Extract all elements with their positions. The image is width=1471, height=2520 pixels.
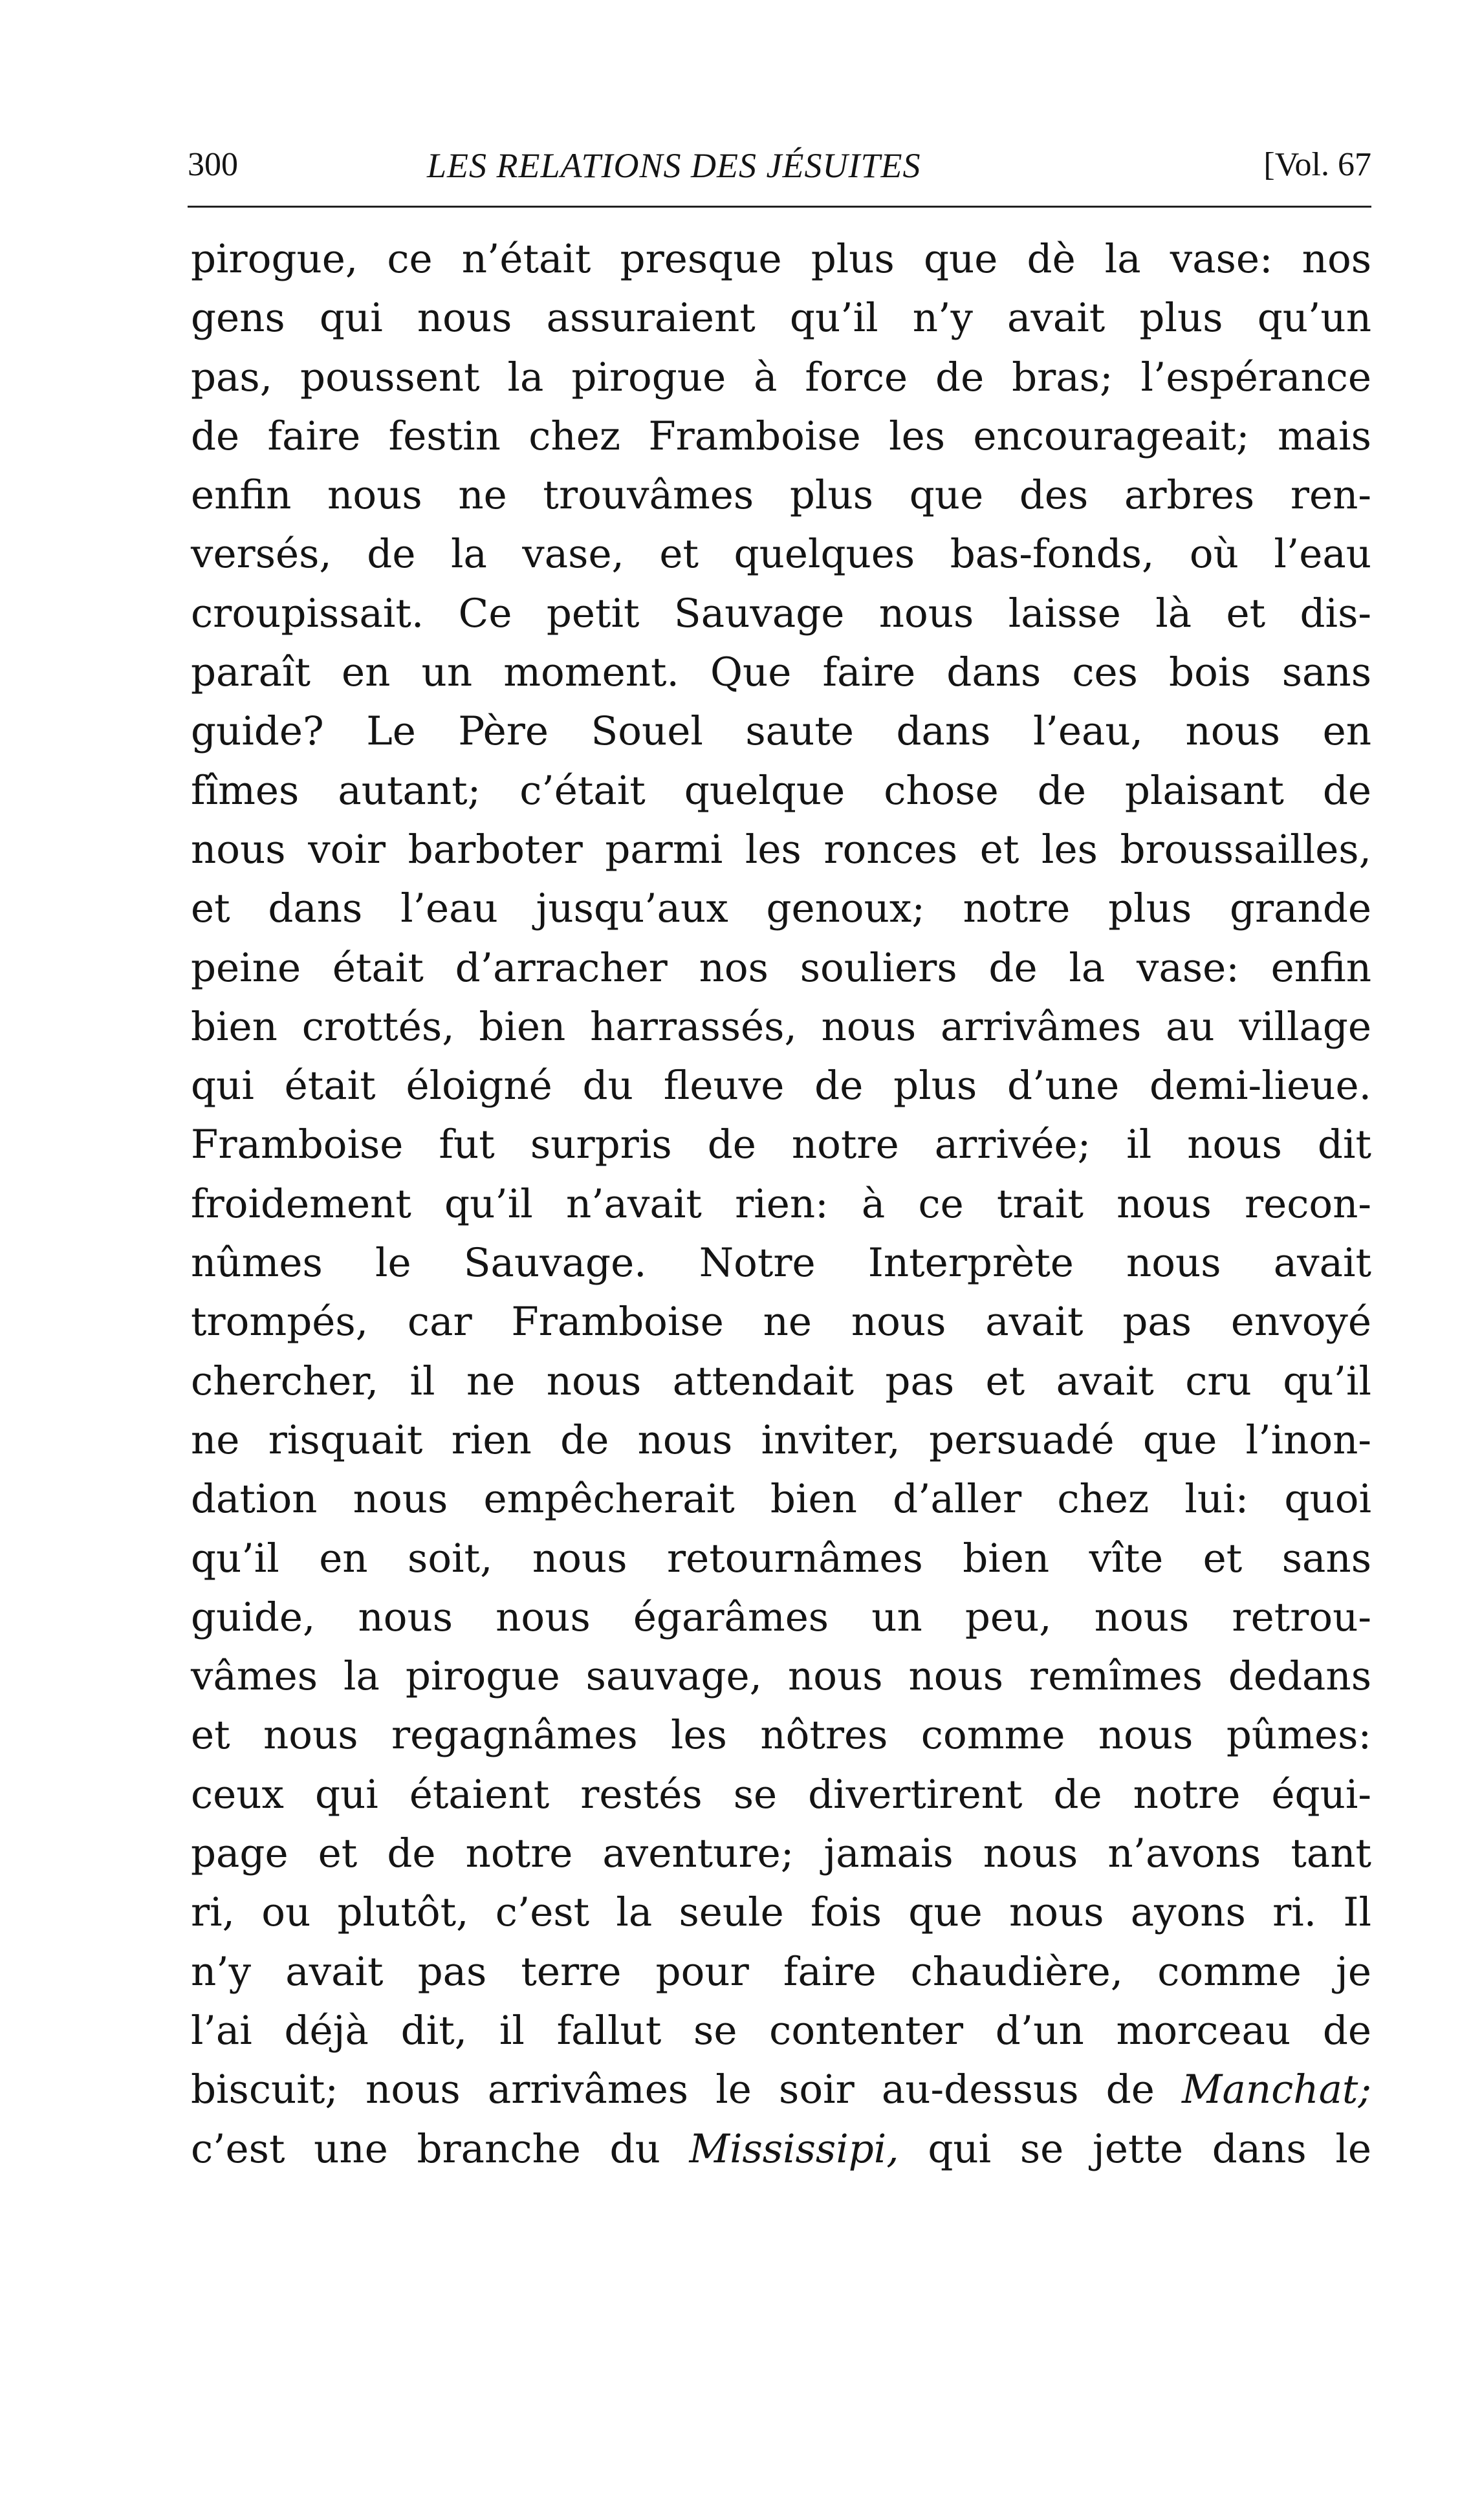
- volume-label: [Vol. 67: [1263, 146, 1371, 183]
- page-number: 300: [188, 146, 238, 183]
- text-line: peine était d’arracher nos souliers de la vase: enfin: [191, 944, 1371, 991]
- text-line: chercher, il ne nous attendait pas et avait cru qu’il: [191, 1358, 1371, 1404]
- text-line: enfin nous ne trouvâmes plus que des arbres ren-: [191, 472, 1371, 519]
- text-line: pirogue, ce n’était presque plus que dè la vase: nos: [191, 236, 1371, 282]
- text-segment: qui se jette dans le: [899, 2125, 1371, 2172]
- text-line: Framboise fut surpris de notre arrivée; il nous dit: [191, 1122, 1371, 1168]
- text-line: nous voir barboter parmi les ronces et les broussailles,: [191, 826, 1371, 873]
- text-line: n’y avait pas terre pour faire chaudière, comme je: [191, 1948, 1371, 1995]
- page-header: [188, 133, 1371, 191]
- text-line: et dans l’eau jusqu’aux genoux; notre plus grande: [191, 885, 1371, 932]
- text-line: et nous regagnâmes les nôtres comme nous pûmes:: [191, 1712, 1371, 1759]
- text-line-mississipi: [191, 2120, 1371, 2178]
- text-line: paraît en un moment. Que faire dans ces bois sans: [191, 649, 1371, 696]
- text-line: fîmes autant; c’était quelque chose de plaisant de: [191, 767, 1371, 814]
- text-line: ri, ou plutôt, c’est la seule fois que nous ayons ri. Il: [191, 1889, 1371, 1936]
- text-line: froidement qu’il n’avait rien: à ce trait nous recon-: [191, 1180, 1371, 1227]
- text-line: l’ai déjà dit, il fallut se contenter d’un morceau de: [191, 2007, 1371, 2054]
- body-text: [191, 230, 1371, 2178]
- place-name-mississipi: Mississipi,: [689, 2125, 899, 2172]
- text-line: dation nous empêcherait bien d’aller chez lui: quoi: [191, 1476, 1371, 1523]
- running-title: LES RELATIONS DES JÉSUITES: [427, 146, 921, 185]
- text-line: pas, poussent la pirogue à force de bras; l’espérance: [191, 354, 1371, 400]
- text-line: croupissait. Ce petit Sauvage nous laisse là et dis-: [191, 590, 1371, 636]
- text-line: guide, nous nous égarâmes un peu, nous retrou-: [191, 1594, 1371, 1640]
- text-line: gens qui nous assuraient qu’il n’y avait plus qu’un: [191, 295, 1371, 342]
- text-segment: c’est une branche du: [191, 2125, 690, 2172]
- text-line: page et de notre aventure; jamais nous n’avons tant: [191, 1830, 1371, 1877]
- text-segment: biscuit; nous arrivâmes le soir au-dessus de: [191, 2067, 1182, 2113]
- text-line: trompés, car Framboise ne nous avait pas envoyé: [191, 1299, 1371, 1345]
- text-line: ne risquait rien de nous inviter, persuadé que l’inon-: [191, 1417, 1371, 1463]
- text-line: guide? Le Père Souel saute dans l’eau, nous en: [191, 708, 1371, 755]
- text-line: bien crottés, bien harrassés, nous arrivâmes au village: [191, 1003, 1371, 1050]
- text-line: ceux qui étaient restés se divertirent de notre équi-: [191, 1771, 1371, 1818]
- text-line: qu’il en soit, nous retournâmes bien vîte et sans: [191, 1535, 1371, 1581]
- header-rule: [188, 206, 1371, 208]
- text-line-manchat: [191, 2060, 1371, 2119]
- text-line: qui était éloigné du fleuve de plus d’une demi-lieue.: [191, 1063, 1371, 1109]
- text-line: de faire festin chez Framboise les encourageait; mais: [191, 413, 1371, 459]
- text-line: vâmes la pirogue sauvage, nous nous remîmes dedans: [191, 1653, 1371, 1700]
- text-line: versés, de la vase, et quelques bas-fonds, où l’eau: [191, 531, 1371, 578]
- place-name-manchat: Manchat;: [1182, 2067, 1371, 2113]
- text-line: nûmes le Sauvage. Notre Interprète nous avait: [191, 1240, 1371, 1287]
